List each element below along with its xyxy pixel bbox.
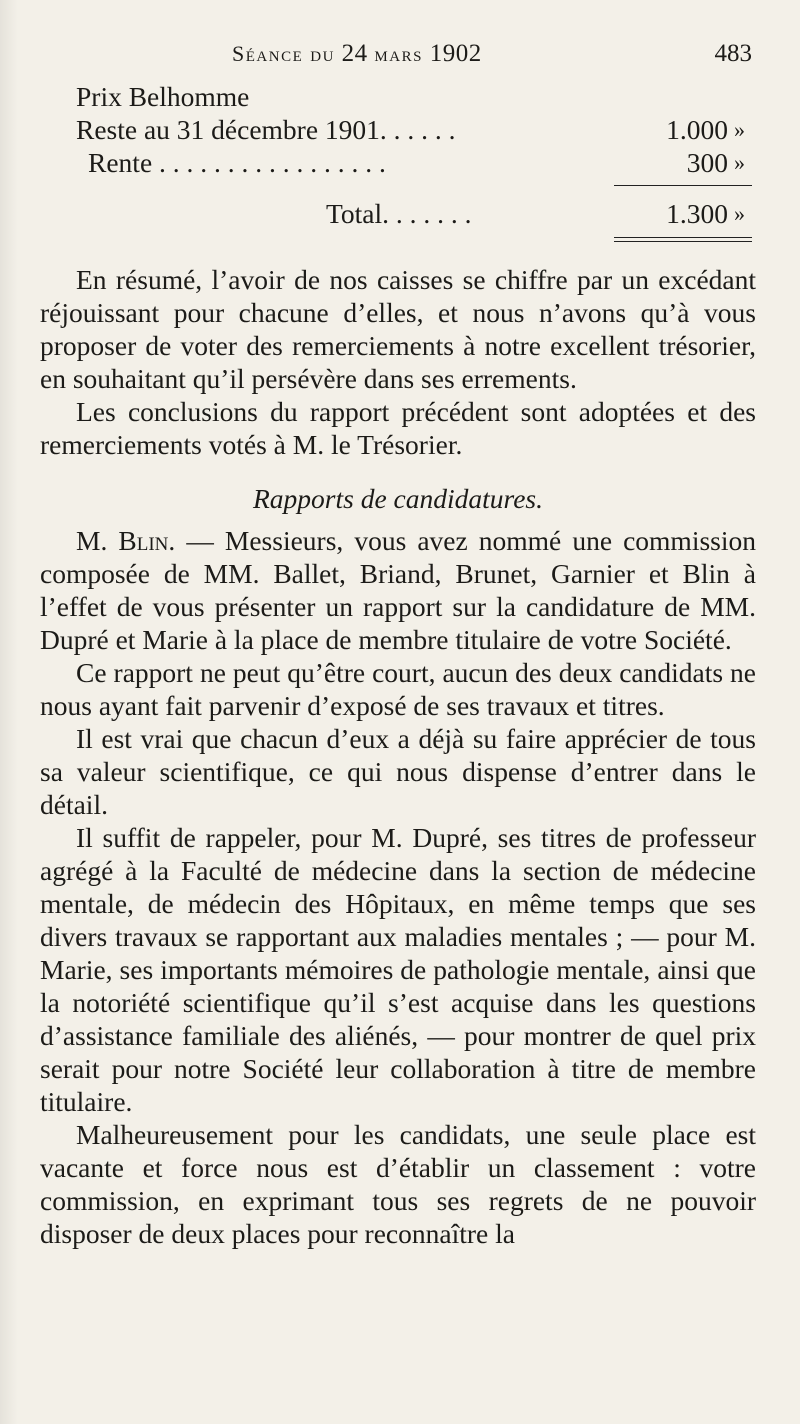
running-head-month: mars xyxy=(374,41,423,66)
ledger-amount: 1.300 xyxy=(666,198,728,229)
prize-heading: Prix Belhomme xyxy=(76,81,250,112)
ledger-amount: 1.000 xyxy=(666,114,728,145)
blin-text: — Messieurs, vous avez nommé une commission composée de MM. Ballet, Briand, Brunet, Garnier et Blin à l’effet de vous présenter un rapport sur la candidature de MM. Dupré et Marie à la place de membre titulaire de votre Société. xyxy=(40,525,757,655)
running-head-day: 24 xyxy=(341,40,368,67)
ledger-unit: » xyxy=(734,201,745,226)
paragraph-report-short: Ce rapport ne peut qu’être court, aucun des deux candidats ne nous ayant fait parvenir d’exposé de ses travaux et titres. xyxy=(40,657,756,721)
paragraph-blin xyxy=(40,524,756,656)
paragraph-summary: En résumé, l’avoir de nos caisses se chiffre par un excédant réjouissant pour chacune d’elles, et nous n’avons qu’à vous proposer de voter des remerciements à notre excellent trésorier, en souhaitant qu’il persévère dans ses errements. xyxy=(40,264,756,394)
paragraph-ranking: Malheureusement pour les candidats, une seule place est vacante et force nous est d’établir un classement : votre commission, en exprimant tous ses regrets de ne pouvoir disposer de deux places pour reconnaître la xyxy=(40,1119,756,1249)
ledger-amount: 300 xyxy=(686,147,728,178)
ledger-row-total xyxy=(40,197,756,230)
ledger-unit: » xyxy=(734,150,745,175)
speaker-prefix: M. xyxy=(76,525,108,556)
ledger-row-income xyxy=(40,146,756,179)
paragraph-value: Il est vrai que chacun d’eux a déjà su faire apprécier de tous sa valeur scientifique, ce qui nous dispense d’entrer dans le détail. xyxy=(40,723,756,820)
ledger-row-balance xyxy=(40,113,756,146)
total-double-rule xyxy=(614,237,752,242)
section-title: Rapports de candidatures. xyxy=(253,483,543,514)
paragraph-titles: Il suffit de rappeler, pour M. Dupré, ses titres de professeur agrégé à la Faculté de médecine dans la section de médecine mentale, de médecin des Hôpitaux, en même temps que ses divers travaux se rapportant aux maladies mentales ; — pour M. Marie, ses importants mémoires de pathologie mentale, ainsi que la notoriété scientifique qu’il s’est acquise dans les questions d’assistance familiale des aliénés, — pour montrer de quel prix serait pour notre Société leur collaboration à titre de membre titulaire. xyxy=(40,822,756,1117)
page-header xyxy=(0,36,800,76)
ledger-unit: » xyxy=(734,117,745,142)
page-number: 483 xyxy=(714,40,752,67)
running-head xyxy=(232,40,482,68)
speaker-name: Blin. xyxy=(118,525,176,556)
running-head-year: 1902 xyxy=(429,40,482,67)
ledger-label: Total. . . . . . . xyxy=(326,198,472,229)
prize-ledger xyxy=(40,113,756,263)
ledger-label: Reste au 31 décembre 1901. . . . . . xyxy=(76,114,456,145)
ledger-label: Rente . . . . . . . . . . . . . . . . . xyxy=(88,147,386,178)
sum-rule xyxy=(614,185,752,186)
running-head-prefix: Séance du xyxy=(232,41,335,66)
paragraph-conclusions: Les conclusions du rapport précédent sont adoptées et des remerciements votés à M. le Trésorier. xyxy=(40,396,756,460)
page-body xyxy=(40,80,756,1250)
